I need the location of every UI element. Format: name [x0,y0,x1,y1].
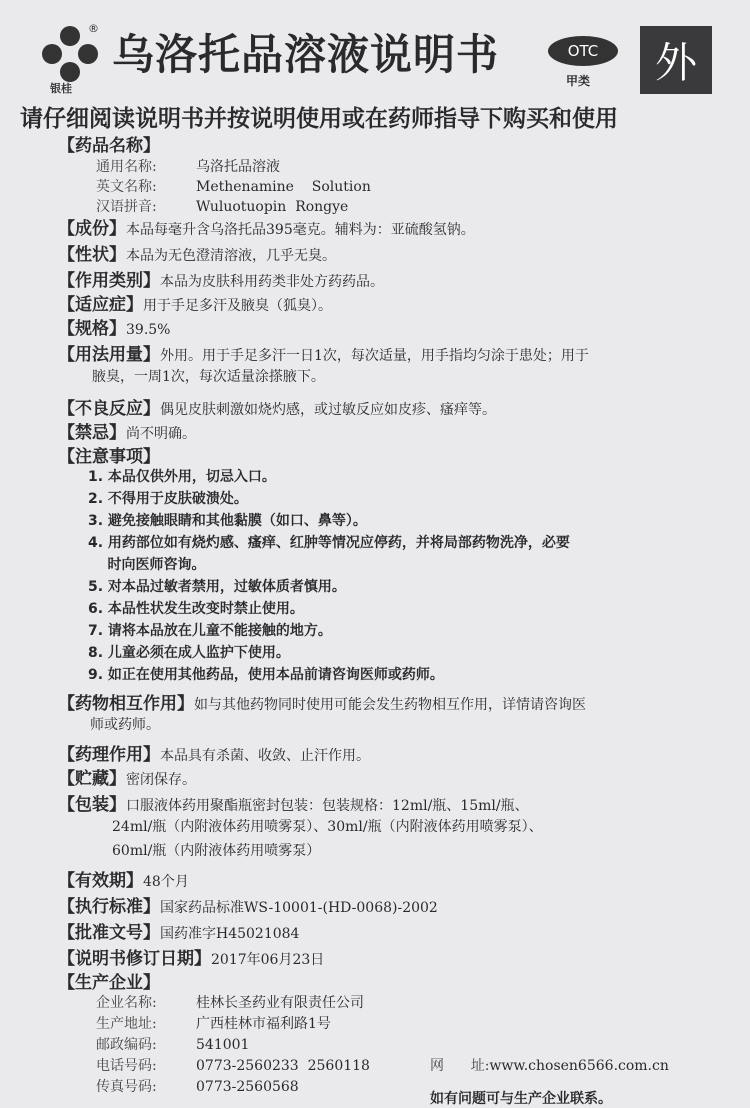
indications-text: 用于手足多汗及腋臭（狐臭）。 [143,298,332,314]
manufacturer-phone-row [96,1055,370,1075]
composition-text: 本品每毫升含乌洛托品395毫克。辅料为：亚硫酸氢钠。 [126,222,475,238]
revision-row [58,944,324,969]
manufacturer-fax-label: 传真号码: [96,1079,157,1095]
package-row [58,790,529,815]
pharmacology-header: 【药理作用】 [58,745,160,765]
validity-text: 48个月 [143,874,189,890]
external-use-mark: 外 [654,38,697,87]
manufacturer-header: 【生产企业】 [58,973,160,993]
manufacturer-postal-value: 541001 [196,1037,250,1053]
pinyin-name-label: 汉语拼音: [96,199,157,215]
approval-header: 【批准文号】 [58,923,160,943]
otc-class: 甲类 [566,74,591,88]
package-line1: 口服液体药用聚酯瓶密封包装：包装规格：12ml/瓶、15ml/瓶、 [126,798,529,814]
precaution-item: 2. 不得用于皮肤破溃处。 [88,491,248,507]
footer-note: 如有问题可与生产企业联系。 [430,1091,612,1107]
dosage-line2: 腋臭，一周1次，每次适量涂搽腋下。 [92,369,325,385]
pinyin-name-value: Wuluotuopin Rongye [196,199,349,215]
contraindications-text: 尚不明确。 [126,426,196,442]
standard-header: 【执行标准】 [58,897,160,917]
precaution-item: 1. 本品仅供外用，切忌入口。 [88,469,276,485]
adverse-text: 偶见皮肤刺激如烧灼感，或过敏反应如皮疹、瘙痒等。 [160,402,496,418]
standard-row [58,892,438,917]
dosage-line1: 外用。用于手足多汗一日1次，每次适量，用手指均匀涂于患处；用于 [160,348,589,364]
adverse-header: 【不良反应】 [58,399,160,419]
package-line2: 24ml/瓶（内附液体药用喷雾泵）、30ml/瓶（内附液体药用喷雾泵）、 [112,819,543,835]
composition-row [58,214,475,239]
specification-header: 【规格】 [58,319,126,339]
precaution-item: 7. 请将本品放在儿童不能接触的地方。 [88,623,332,639]
interactions-line1: 如与其他药物同时使用可能会发生药物相互作用，详情请咨询医 [194,697,586,713]
revision-header: 【说明书修订日期】 [58,949,211,969]
manufacturer-web-value: www.chosen6566.com.cn [489,1058,669,1074]
validity-row [58,866,189,891]
validity-header: 【有效期】 [58,871,143,891]
manufacturer-name-row [96,992,364,1012]
manufacturer-address-label: 生产地址: [96,1016,157,1032]
approval-text: 国药准字H45021084 [160,926,300,942]
pharmacology-row [58,740,370,765]
precaution-item: 时向医师咨询。 [88,557,206,573]
precaution-item: 6. 本品性状发生改变时禁止使用。 [88,601,304,617]
manufacturer-web-row [430,1055,669,1075]
manufacturer-fax-value: 0773-2560568 [196,1079,299,1095]
package-line3: 60ml/瓶（内附液体药用喷雾泵） [112,843,321,859]
pinyin-name-row [96,196,348,216]
approval-row [58,918,299,943]
generic-name-label: 通用名称: [96,159,157,175]
manufacturer-phone-label: 电话号码: [96,1058,157,1074]
storage-header: 【贮藏】 [58,769,126,789]
page-title: 乌洛托品溶液说明书 [112,30,500,79]
precaution-item: 8. 儿童必须在成人监护下使用。 [88,645,290,661]
precaution-item: 5. 对本品过敏者禁用，过敏体质者慎用。 [88,579,346,595]
english-name-label: 英文名称: [96,179,157,195]
revision-text: 2017年06月23日 [211,952,325,968]
interactions-header: 【药物相互作用】 [58,694,194,714]
english-name-value: Methenamine Solution [196,179,371,195]
adverse-row [58,394,496,419]
package-header: 【包装】 [58,795,126,815]
external-use-badge [640,26,712,94]
dosage-row [58,340,589,365]
manufacturer-address-row [96,1013,331,1033]
logo-text: 银桂 [50,82,72,95]
category-text: 本品为皮肤科用药类非处方药药品。 [160,274,384,290]
dosage-header: 【用法用量】 [58,345,160,365]
contraindications-row [58,418,196,443]
registered-mark: ® [88,22,99,35]
pharmacology-text: 本品具有杀菌、收敛、止汗作用。 [160,748,370,764]
interactions-line2: 师或药师。 [90,717,160,733]
warning-line: 请仔细阅读说明书并按说明使用或在药师指导下购买和使用 [20,106,618,132]
composition-header: 【成份】 [58,219,126,239]
indications-header: 【适应症】 [58,295,143,315]
english-name-row [96,176,371,196]
manufacturer-fax-row [96,1076,299,1096]
category-header: 【作用类别】 [58,271,160,291]
manufacturer-phone-value: 0773-2560233 2560118 [196,1058,370,1074]
generic-name-row [96,156,280,176]
interactions-row [58,689,586,714]
specification-row [58,314,170,339]
generic-name-value: 乌洛托品溶液 [196,159,280,175]
appearance-text: 本品为无色澄清溶液，几乎无臭。 [126,248,336,264]
manufacturer-postal-row [96,1034,249,1054]
manufacturer-web-label: 网 址: [430,1058,490,1074]
precaution-item: 4. 用药部位如有烧灼感、瘙痒、红肿等情况应停药，并将局部药物洗净，必要 [88,535,570,551]
appearance-header: 【性状】 [58,245,126,265]
manufacturer-name-label: 企业名称: [96,995,157,1011]
precautions-header: 【注意事项】 [58,447,160,467]
manufacturer-name-value: 桂林长圣药业有限责任公司 [196,995,364,1011]
drug-name-header: 【药品名称】 [58,136,160,156]
otc-badge [548,36,618,66]
contraindications-header: 【禁忌】 [58,423,126,443]
manufacturer-postal-label: 邮政编码: [96,1037,157,1053]
manufacturer-address-value: 广西桂林市福利路1号 [196,1016,331,1032]
specification-text: 39.5% [126,322,171,338]
storage-text: 密闭保存。 [126,772,196,788]
standard-text: 国家药品标准WS-10001-(HD-0068)-2002 [160,900,438,916]
precaution-item: 3. 避免接触眼睛和其他黏膜（如口、鼻等）。 [88,513,367,529]
category-row [58,266,384,291]
otc-label: OTC [567,42,599,60]
storage-row [58,764,196,789]
indications-row [58,290,332,315]
precaution-item: 9. 如正在使用其他药品，使用本品前请咨询医师或药师。 [88,667,444,683]
appearance-row [58,240,336,265]
